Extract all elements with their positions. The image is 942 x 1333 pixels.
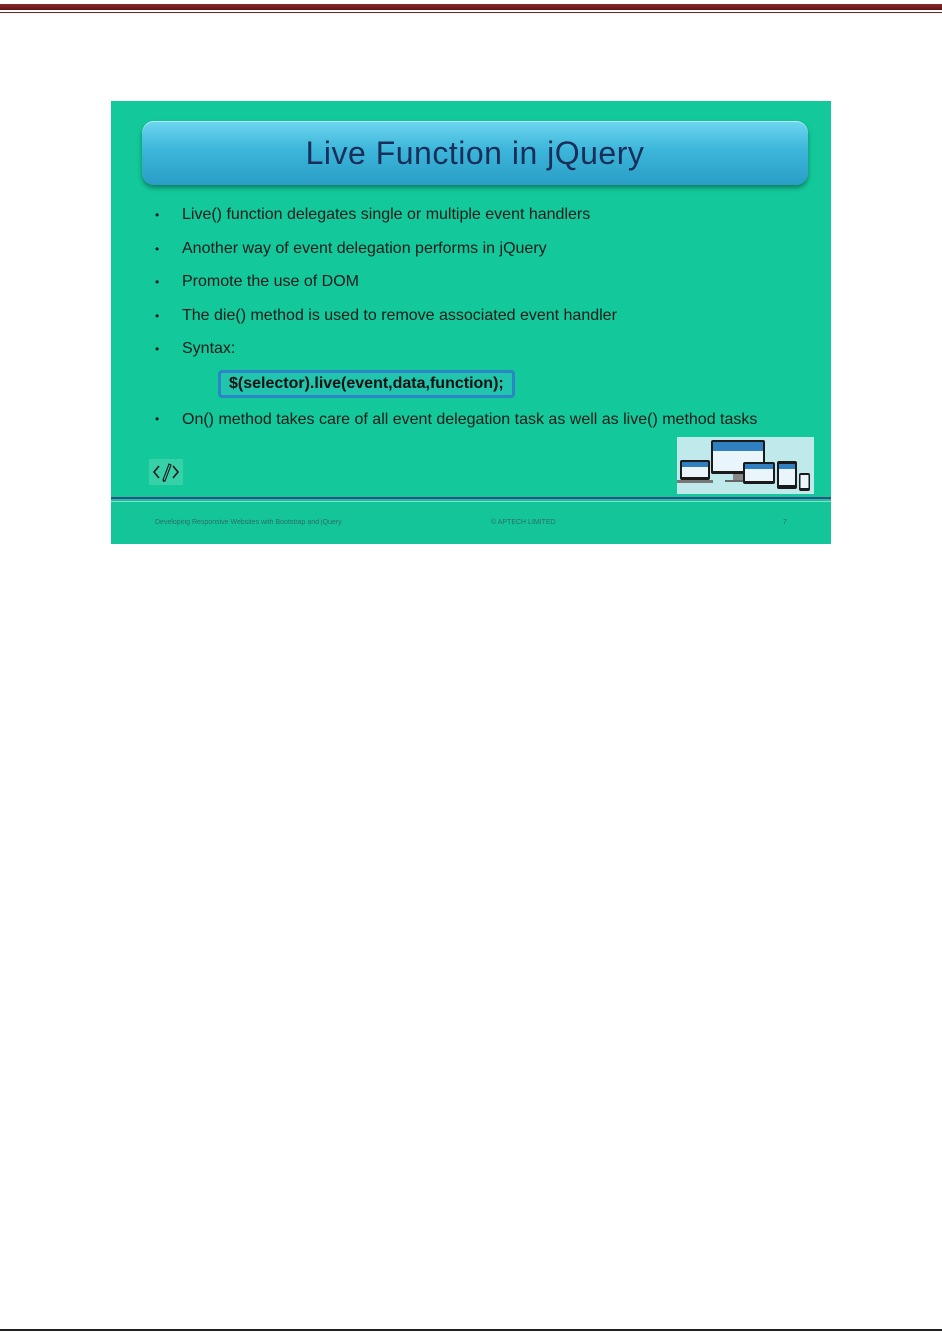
slide-title: Live Function in jQuery (305, 134, 645, 171)
slide-image (111, 101, 831, 544)
responsive-devices-image (677, 437, 814, 494)
footer-copyright: © APTECH LIMITED (491, 519, 556, 526)
pen-code-icon (149, 459, 183, 485)
bullet-item: • Syntax: (155, 335, 815, 369)
bullet-item: • Live() function delegates single or multiple event handlers (155, 201, 815, 235)
footer-course-title: Developing Responsive Websites with Bootstrap and jQuery (155, 519, 342, 526)
bullet-item: • On() method takes care of all event delegation task as well as live() method tasks (155, 405, 815, 434)
bullet-list (155, 201, 815, 434)
footer-divider (111, 497, 831, 499)
bullet-item: • Promote the use of DOM (155, 268, 815, 302)
bullet-item: • Another way of event delegation performs in jQuery (155, 235, 815, 269)
header-rule-thin (0, 12, 942, 13)
footer-divider-light (111, 501, 831, 502)
header-rule (0, 4, 942, 10)
bullet-item: • The die() method is used to remove associated event handler (155, 302, 815, 336)
footer-rule (0, 1329, 942, 1331)
footer-page-number: 7 (783, 519, 787, 526)
syntax-code: $(selector).live(event,data,function); (218, 370, 515, 398)
syntax-row (155, 369, 815, 405)
title-banner (142, 121, 808, 185)
